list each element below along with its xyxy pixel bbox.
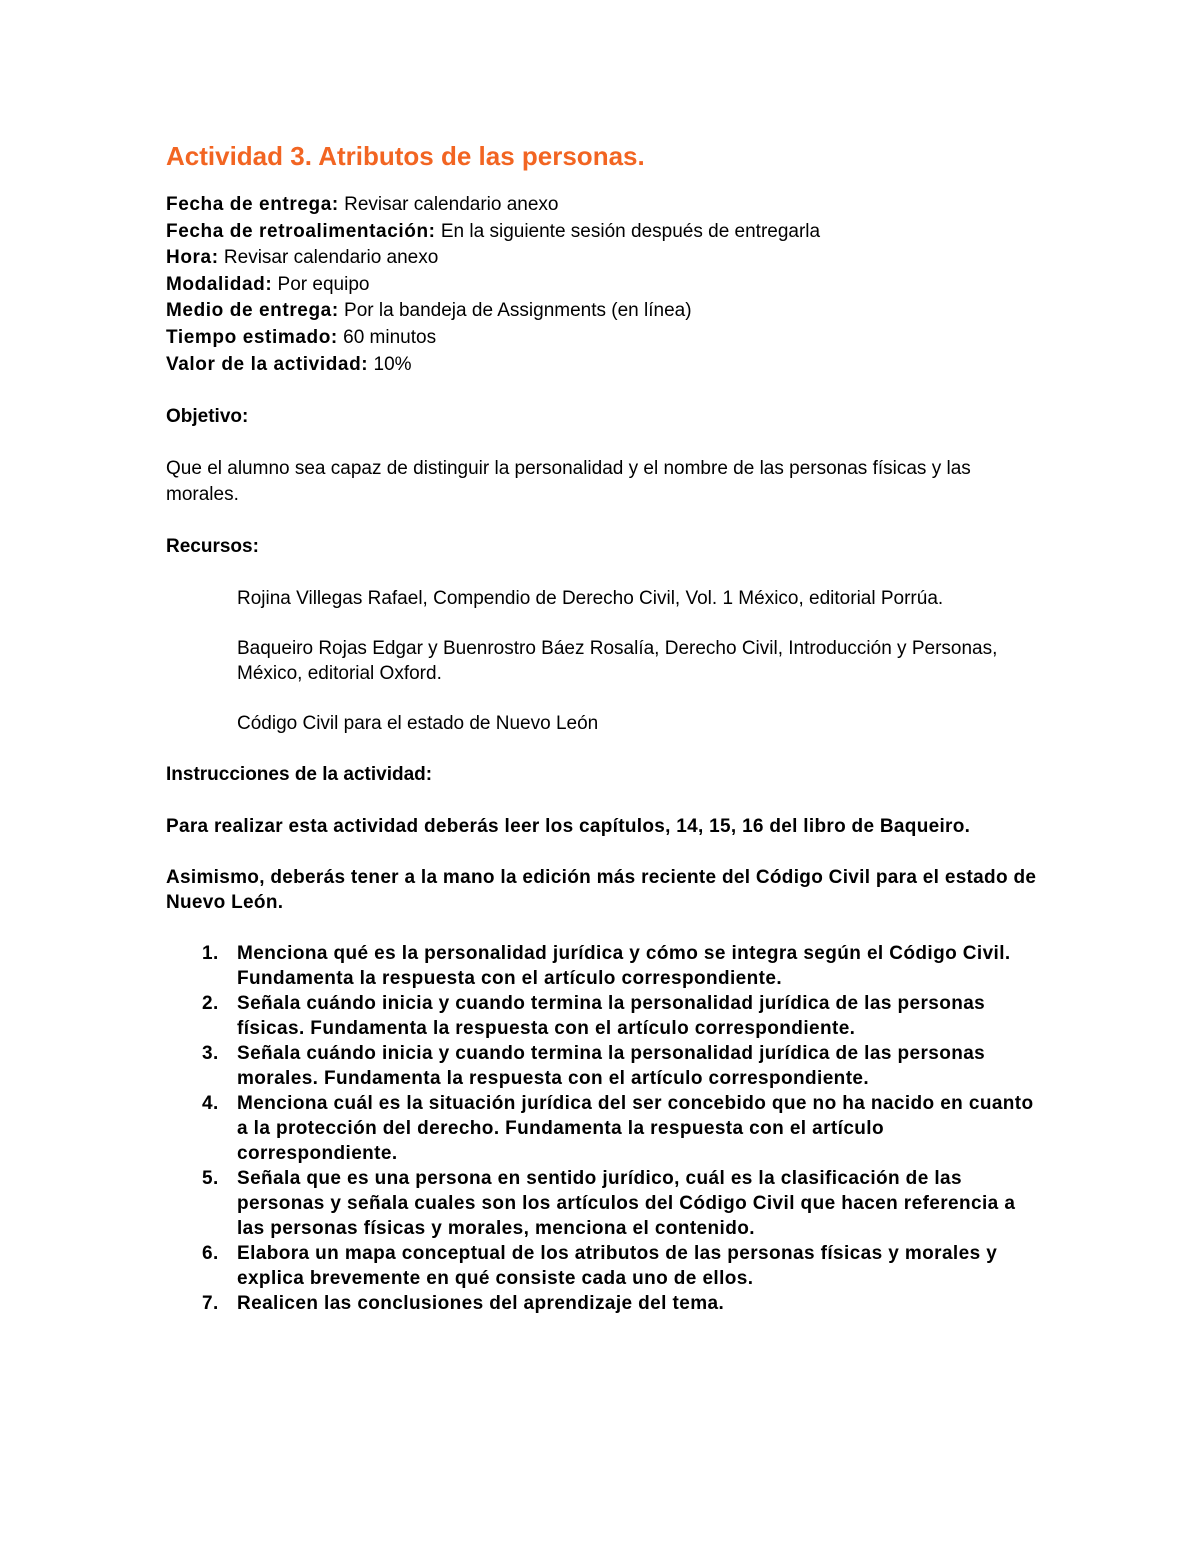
detail-time — [166, 245, 1046, 272]
resource-item: Baqueiro Rojas Edgar y Buenrostro Báez Rosalía, Derecho Civil, Introducción y Personas, México, editorial Oxford. — [237, 638, 998, 685]
detail-value: Revisar calendario anexo — [338, 194, 559, 215]
instructions-paragraph: Para realizar esta actividad deberás leer los capítulos, 14, 15, 16 del libro de Baqueiro. — [166, 816, 971, 838]
detail-estimated-time — [166, 325, 1046, 352]
document-title: Actividad 3. Atributos de las personas. — [166, 141, 645, 171]
task-text: Señala cuándo inicia y cuando termina la personalidad jurídica de las personas morales. Fundamenta la respuesta con el artículo correspondiente. — [237, 1043, 986, 1090]
resource-item: Rojina Villegas Rafael, Compendio de Derecho Civil, Vol. 1 México, editorial Porrúa. — [237, 588, 944, 610]
task-number: 6. — [202, 1243, 219, 1265]
resources-heading: Recursos: — [166, 536, 259, 558]
instructions-heading: Instrucciones de la actividad: — [166, 764, 433, 786]
task-item — [166, 1041, 1037, 1091]
detail-label: Medio de entrega: — [166, 300, 339, 322]
task-text: Menciona qué es la personalidad jurídica y cómo se integra según el Código Civil. Fundamenta la respuesta con el artículo correspondiente. — [237, 943, 1011, 990]
resource-item: Código Civil para el estado de Nuevo León — [237, 713, 599, 735]
detail-value: Revisar calendario anexo — [218, 247, 439, 269]
detail-label: Fecha de entrega: — [166, 194, 339, 215]
objective-text: Que el alumno sea capaz de distinguir la personalidad y el nombre de las personas físicas y las morales. — [166, 458, 971, 506]
task-text: Menciona cuál es la situación jurídica del ser concebido que no ha nacido en cuanto a la protección del derecho. Fundamenta la respuesta con el artículo correspondiente. — [237, 1093, 1034, 1165]
task-text: Señala que es una persona en sentido jurídico, cuál es la clasificación de las personas y señala cuales son los artículos del Código Civil que hacen referencia a las personas físicas y morales, menciona el contenido. — [237, 1168, 1016, 1240]
instructions-paragraph: Asimismo, deberás tener a la mano la edición más reciente del Código Civil para el estado de Nuevo León. — [166, 867, 1037, 914]
activity-details — [166, 192, 1046, 378]
detail-modality — [166, 272, 1046, 299]
task-item — [166, 941, 1037, 991]
task-list — [166, 941, 1046, 1316]
task-text: Elabora un mapa conceptual de los atributos de las personas físicas y morales y explica brevemente en qué consiste cada uno de ellos. — [237, 1243, 998, 1290]
task-item — [166, 1091, 1037, 1166]
detail-value: 10% — [368, 353, 412, 375]
task-item — [166, 1241, 1037, 1291]
task-item — [166, 1166, 1037, 1241]
detail-label: Modalidad: — [166, 273, 273, 295]
detail-value: Por la bandeja de Assignments (en línea) — [338, 300, 692, 322]
detail-delivery-medium — [166, 298, 1046, 325]
detail-value: En la siguiente sesión después de entregarla — [435, 220, 821, 242]
detail-label: Fecha de retroalimentación: — [166, 220, 436, 242]
task-text: Señala cuándo inicia y cuando termina la personalidad jurídica de las personas físicas. Fundamenta la respuesta con el artículo correspondiente. — [237, 993, 986, 1040]
detail-label: Valor de la actividad: — [166, 353, 369, 375]
task-number: 4. — [202, 1093, 219, 1115]
task-number: 1. — [202, 943, 219, 965]
detail-feedback-date — [166, 219, 1046, 246]
detail-activity-value — [166, 352, 1046, 379]
detail-delivery-date — [166, 192, 1046, 219]
task-number: 2. — [202, 993, 219, 1015]
objective-heading: Objetivo: — [166, 406, 249, 428]
detail-label: Hora: — [166, 247, 219, 269]
task-text: Realicen las conclusiones del aprendizaje del tema. — [237, 1293, 725, 1315]
task-number: 5. — [202, 1168, 219, 1190]
task-item — [166, 1291, 1037, 1316]
task-number: 3. — [202, 1043, 219, 1065]
detail-value: Por equipo — [272, 273, 370, 295]
detail-label: Tiempo estimado: — [166, 326, 338, 348]
task-item — [166, 991, 1037, 1041]
detail-value: 60 minutos — [337, 326, 437, 348]
document-page — [166, 138, 1046, 1316]
task-number: 7. — [202, 1293, 219, 1315]
